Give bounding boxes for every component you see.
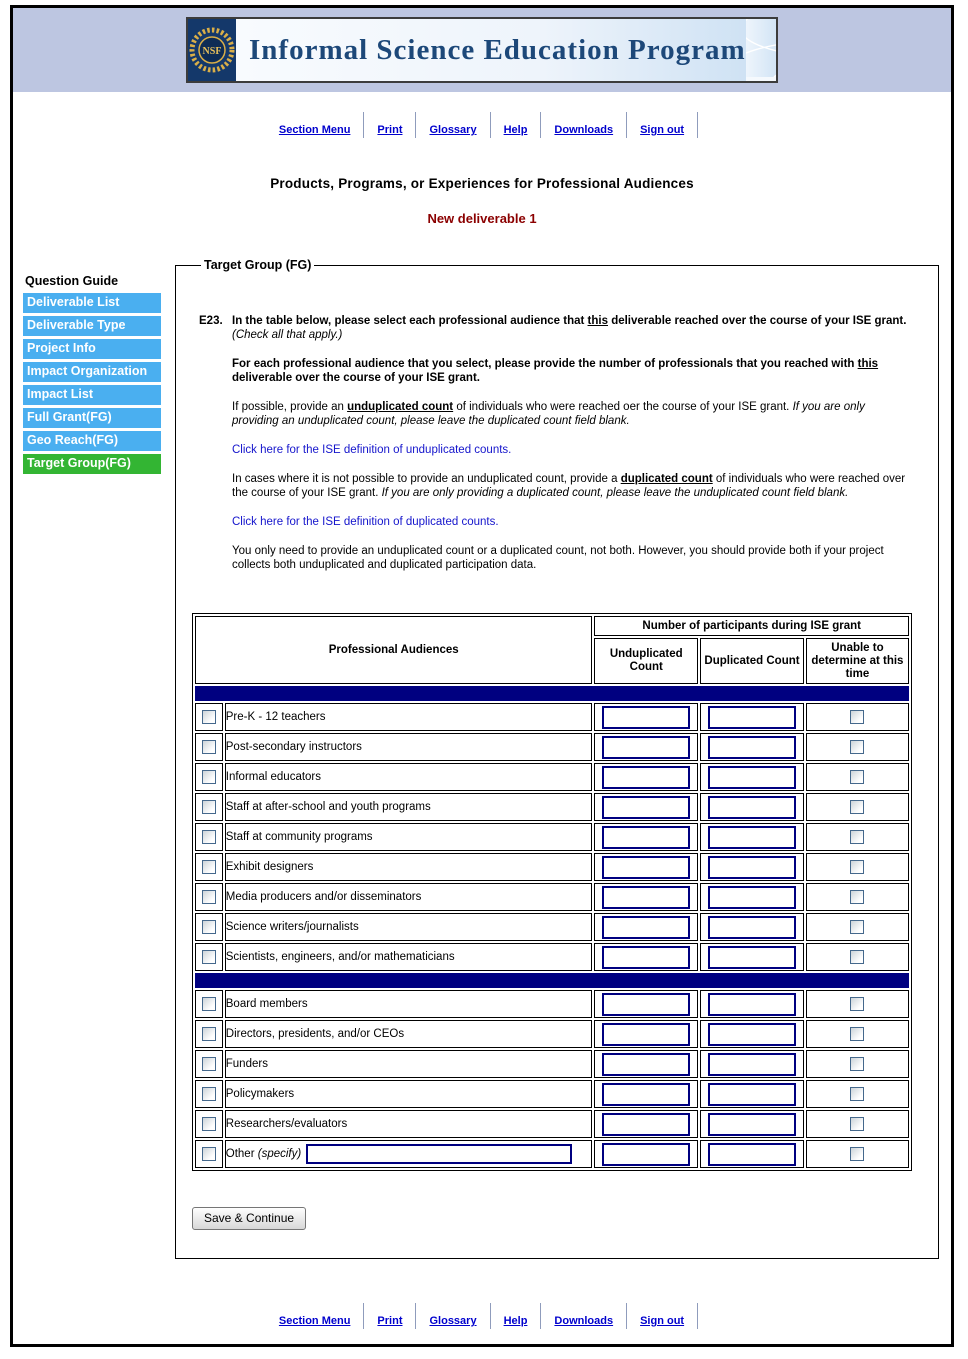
select-audience-checkbox[interactable] <box>202 710 216 724</box>
select-audience-checkbox[interactable] <box>202 1087 216 1101</box>
unduplicated-count-input[interactable] <box>602 886 690 909</box>
section-divider-band <box>195 973 909 988</box>
table-row <box>195 763 909 791</box>
unduplicated-count-input[interactable] <box>602 766 690 789</box>
nav-link-downloads[interactable]: Downloads <box>554 124 614 136</box>
deliverable-subtitle: New deliverable 1 <box>427 211 537 226</box>
other-specify-label: (specify) <box>257 1148 302 1160</box>
select-audience-checkbox[interactable] <box>202 860 216 874</box>
target-group-fieldset <box>175 258 939 1259</box>
program-banner <box>186 17 778 83</box>
professional-audiences-table <box>192 613 912 1171</box>
duplicated-count-input[interactable] <box>708 946 796 969</box>
duplicated-count-input[interactable] <box>708 1053 796 1076</box>
duplicated-count-input[interactable] <box>708 796 796 819</box>
unable-to-determine-checkbox[interactable] <box>850 770 864 784</box>
section-divider-band <box>195 686 909 701</box>
banner-title: Informal Science Education Program <box>236 19 746 81</box>
unduplicated-count-input[interactable] <box>602 826 690 849</box>
footer-nav-link-downloads[interactable]: Downloads <box>554 1315 614 1327</box>
table-row <box>195 793 909 821</box>
audience-label: Funders <box>225 1058 268 1070</box>
audience-label: Post-secondary instructors <box>225 741 362 753</box>
table-row-other <box>195 1140 909 1168</box>
unduplicated-count-input[interactable] <box>602 1023 690 1046</box>
unduplicated-count-input[interactable] <box>602 1143 690 1166</box>
unable-to-determine-checkbox[interactable] <box>850 920 864 934</box>
sidebar-item-deliverable-list[interactable]: Deliverable List <box>23 293 161 313</box>
table-row <box>195 1020 909 1048</box>
table-row <box>195 883 909 911</box>
table-row <box>195 913 909 941</box>
audience-label: Media producers and/or disseminators <box>225 891 422 903</box>
question-body <box>232 314 912 587</box>
sidebar-heading: Question Guide <box>25 274 119 288</box>
select-audience-checkbox[interactable] <box>202 1147 216 1161</box>
unduplicated-count-input[interactable] <box>602 916 690 939</box>
duplicated-count-input[interactable] <box>708 916 796 939</box>
page-title: Products, Programs, or Experiences for Professional Audiences <box>270 176 694 191</box>
nsf-logo <box>188 19 236 81</box>
duplicated-column-header: Duplicated Count <box>700 638 804 684</box>
table-row <box>195 853 909 881</box>
table-row <box>195 703 909 731</box>
nav-separator <box>626 112 627 138</box>
participants-group-header: Number of participants during ISE grant <box>594 616 909 636</box>
other-label: Other <box>225 1148 255 1160</box>
globe-icon <box>746 19 776 77</box>
unable-to-determine-checkbox[interactable] <box>850 1057 864 1071</box>
unduplicated-count-input[interactable] <box>602 736 690 759</box>
nav-separator <box>490 112 491 138</box>
table-row <box>195 990 909 1018</box>
nav-link-help[interactable]: Help <box>503 124 528 136</box>
paragraph-provide-number: For each professional audience that you select, please provide the number of professionals that you reached with this deliverable over the course of your ISE grant. <box>232 358 879 384</box>
unduplicated-count-input[interactable] <box>602 1083 690 1106</box>
unduplicated-count-input[interactable] <box>602 706 690 729</box>
nav-separator <box>540 1303 541 1329</box>
paragraph-select-audience: In the table below, please select each professional audience that this deliverable reached over the course of your ISE grant. (Check all that apply.) <box>232 315 907 341</box>
audience-label: Scientists, engineers, and/or mathematicians <box>225 951 455 963</box>
duplicated-definition-paragraph <box>232 515 912 529</box>
nav-separator <box>697 1303 698 1329</box>
footer-nav-link-sign-out[interactable]: Sign out <box>640 1315 685 1327</box>
select-audience-checkbox[interactable] <box>202 800 216 814</box>
unduplicated-count-input[interactable] <box>602 796 690 819</box>
unable-column-header: Unable to determine at this time <box>806 638 909 684</box>
table-row <box>195 733 909 761</box>
table-row <box>195 1110 909 1138</box>
table-row <box>195 823 909 851</box>
bottom-nav <box>13 1301 951 1329</box>
unable-to-determine-checkbox[interactable] <box>850 860 864 874</box>
select-audience-checkbox[interactable] <box>202 890 216 904</box>
sidebar-item-full-grant[interactable]: Full Grant(FG) <box>23 408 161 428</box>
unduplicated-count-input[interactable] <box>602 993 690 1016</box>
sidebar-item-impact-list[interactable]: Impact List <box>23 385 161 405</box>
select-audience-checkbox[interactable] <box>202 950 216 964</box>
select-audience-checkbox[interactable] <box>202 1027 216 1041</box>
nav-separator <box>415 1303 416 1329</box>
unable-to-determine-checkbox[interactable] <box>850 800 864 814</box>
audience-label: Exhibit designers <box>225 861 314 873</box>
select-audience-checkbox[interactable] <box>202 1057 216 1071</box>
duplicated-count-input[interactable] <box>708 1083 796 1106</box>
sidebar-item-impact-organization[interactable]: Impact Organization <box>23 362 161 382</box>
duplicated-count-input[interactable] <box>708 706 796 729</box>
nav-separator <box>540 112 541 138</box>
sidebar-item-geo-reach[interactable]: Geo Reach(FG) <box>23 431 161 451</box>
duplicated-count-input[interactable] <box>708 886 796 909</box>
duplicated-count-input[interactable] <box>708 993 796 1016</box>
unduplicated-definition-link[interactable]: Click here for the ISE definition of unduplicated counts. <box>232 444 512 456</box>
paragraph-either-count: You only need to provide an unduplicated count or a duplicated count, not both. However, you should provide both if your project collects both unduplicated and duplicated participation data. <box>232 545 884 571</box>
nav-link-print[interactable]: Print <box>377 124 403 136</box>
unduplicated-count-input[interactable] <box>602 856 690 879</box>
audience-label: Researchers/evaluators <box>225 1118 348 1130</box>
unable-to-determine-checkbox[interactable] <box>850 950 864 964</box>
table-row <box>195 943 909 971</box>
nav-separator <box>415 112 416 138</box>
unable-to-determine-checkbox[interactable] <box>850 890 864 904</box>
nav-separator <box>363 1303 364 1329</box>
audience-label: Informal educators <box>225 771 322 783</box>
unduplicated-count-input[interactable] <box>602 1053 690 1076</box>
table-row <box>195 1080 909 1108</box>
unduplicated-count-input[interactable] <box>602 1113 690 1136</box>
sidebar-item-target-group[interactable]: Target Group(FG) <box>23 454 161 474</box>
nav-separator <box>697 112 698 138</box>
duplicated-count-input[interactable] <box>708 1023 796 1046</box>
sidebar-item-deliverable-type[interactable]: Deliverable Type <box>23 316 161 336</box>
save-continue-button[interactable]: Save & Continue <box>192 1207 306 1230</box>
footer-nav-link-help[interactable]: Help <box>503 1315 528 1327</box>
duplicated-count-input[interactable] <box>708 826 796 849</box>
unable-to-determine-checkbox[interactable] <box>850 1117 864 1131</box>
footer-nav-link-print[interactable]: Print <box>377 1315 403 1327</box>
select-audience-checkbox[interactable] <box>202 1117 216 1131</box>
sidebar-item-project-info[interactable]: Project Info <box>23 339 161 359</box>
unduplicated-column-header: Unduplicated Count <box>594 638 698 684</box>
nav-separator <box>363 112 364 138</box>
duplicated-count-input[interactable] <box>708 1113 796 1136</box>
audience-label: Staff at after-school and youth programs <box>225 801 431 813</box>
audience-label: Board members <box>225 998 308 1010</box>
nav-separator <box>626 1303 627 1329</box>
table-row <box>195 1050 909 1078</box>
audience-label: Pre-K - 12 teachers <box>225 711 326 723</box>
question-number: E23. <box>199 315 223 327</box>
duplicated-definition-link[interactable]: Click here for the ISE definition of duplicated counts. <box>232 516 499 528</box>
table-header-row-1 <box>195 616 909 636</box>
unable-to-determine-checkbox[interactable] <box>850 830 864 844</box>
unduplicated-definition-paragraph <box>232 443 912 457</box>
footer-nav-link-glossary[interactable]: Glossary <box>429 1315 477 1327</box>
paragraph-duplicated: In cases where it is not possible to provide an unduplicated count, provide a duplicated count of individuals who were reached over the course of your ISE grant. If you are only providing a duplicated count, please leave the unduplicated count field blank. <box>232 473 906 499</box>
select-audience-checkbox[interactable] <box>202 997 216 1011</box>
audience-label: Staff at community programs <box>225 831 373 843</box>
select-audience-checkbox[interactable] <box>202 830 216 844</box>
select-audience-checkbox[interactable] <box>202 920 216 934</box>
globe-molecule-graphic <box>746 19 776 81</box>
svg-text:NSF: NSF <box>202 46 222 57</box>
main-area <box>13 258 951 1259</box>
select-audience-checkbox[interactable] <box>202 740 216 754</box>
duplicated-count-input[interactable] <box>708 766 796 789</box>
other-specify-input[interactable] <box>306 1144 572 1164</box>
nav-link-sign-out[interactable]: Sign out <box>640 124 685 136</box>
navy-band <box>195 686 909 701</box>
question-guide-sidebar <box>23 258 161 477</box>
nav-link-glossary[interactable]: Glossary <box>429 124 477 136</box>
duplicated-count-input[interactable] <box>708 1143 796 1166</box>
audience-label: Science writers/journalists <box>225 921 359 933</box>
header-band <box>13 8 951 92</box>
navy-band <box>195 973 909 988</box>
unable-to-determine-checkbox[interactable] <box>850 710 864 724</box>
unable-to-determine-checkbox[interactable] <box>850 997 864 1011</box>
duplicated-count-input[interactable] <box>708 856 796 879</box>
unable-to-determine-checkbox[interactable] <box>850 1087 864 1101</box>
top-nav <box>13 110 951 138</box>
duplicated-count-input[interactable] <box>708 736 796 759</box>
nsf-logo-icon <box>188 26 236 74</box>
page-frame <box>10 5 954 1347</box>
unduplicated-count-input[interactable] <box>602 946 690 969</box>
other-row-content <box>226 1144 592 1164</box>
audience-label: Directors, presidents, and/or CEOs <box>225 1028 405 1040</box>
unable-to-determine-checkbox[interactable] <box>850 740 864 754</box>
audience-label: Policymakers <box>225 1088 295 1100</box>
question-e23 <box>199 314 912 587</box>
nav-link-section-menu[interactable]: Section Menu <box>278 124 351 136</box>
unable-to-determine-checkbox[interactable] <box>850 1147 864 1161</box>
nav-separator <box>490 1303 491 1329</box>
select-audience-checkbox[interactable] <box>202 770 216 784</box>
paragraph-unduplicated: If possible, provide an unduplicated count of individuals who were reached oer the course of your ISE grant. If you are only providing an unduplicated count, please leave the duplicated count field blank. <box>232 401 865 427</box>
unable-to-determine-checkbox[interactable] <box>850 1027 864 1041</box>
footer-nav-link-section-menu[interactable]: Section Menu <box>278 1315 351 1327</box>
fieldset-legend: Target Group (FG) <box>204 258 312 272</box>
audiences-column-header: Professional Audiences <box>195 616 592 684</box>
